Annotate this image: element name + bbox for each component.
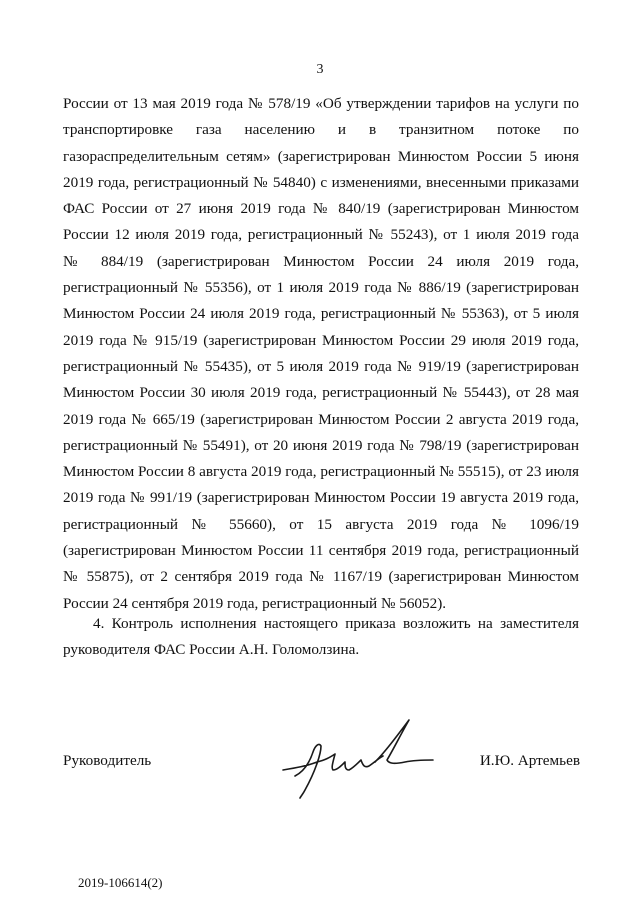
text-line: № 55875), от 2 сентября 2019 года № 1167/19 (зарегистрирован Минюстом bbox=[63, 568, 579, 586]
text-line: Минюстом России 30 июля 2019 года, регистрационный № 55443), от 28 мая bbox=[63, 384, 579, 402]
text-line: России 24 сентября 2019 года, регистрационный № 56052). bbox=[63, 594, 447, 612]
text-line: 4. Контроль исполнения настоящего приказа возложить на заместителя bbox=[93, 615, 579, 632]
document-code: 2019-106614(2) bbox=[78, 875, 163, 890]
text-line: России 12 июля 2019 года, регистрационный № 55243), от 1 июля 2019 года bbox=[63, 226, 579, 244]
text-line: России от 13 мая 2019 года № 578/19 «Об утверждении тарифов на услуги по bbox=[63, 95, 579, 112]
paragraph-4 bbox=[63, 611, 579, 664]
text-line: регистрационный № 55356), от 1 июля 2019 года № 886/19 (зарегистрирован bbox=[63, 279, 579, 297]
text-line: регистрационный № 55435), от 5 июля 2019 года № 919/19 (зарегистрирован bbox=[63, 357, 579, 375]
text-line: Минюстом России 24 июля 2019 года, регистрационный № 55363), от 5 июля bbox=[63, 305, 579, 323]
text-line: регистрационный № 55660), от 15 августа 2019 года № 1096/19 bbox=[63, 515, 579, 533]
text-line: руководителя ФАС России А.Н. Голомолзина. bbox=[63, 641, 360, 659]
text-line: транспортировке газа населению и в транзитном потоке по bbox=[63, 121, 579, 139]
text-line: газораспределительным сетям» (зарегистрирован Минюстом России 5 июня bbox=[63, 147, 579, 165]
text-line: № 884/19 (зарегистрирован Минюстом России 24 июля 2019 года, bbox=[63, 252, 579, 270]
paragraph-3-continuation bbox=[63, 91, 579, 617]
text-line: регистрационный № 55491), от 20 июня 2019 года № 798/19 (зарегистрирован bbox=[63, 436, 579, 454]
signatory-role: Руководитель bbox=[63, 752, 152, 769]
page-number: 3 bbox=[316, 62, 324, 77]
text-line: 2019 года № 991/19 (зарегистрирован Минюстом России 19 августа 2019 года, bbox=[63, 489, 579, 507]
handwritten-signature bbox=[275, 712, 435, 802]
text-line: (зарегистрирован Минюстом России 11 сентября 2019 года, регистрационный bbox=[63, 542, 579, 560]
signatory-name: И.Ю. Артемьев bbox=[479, 752, 580, 769]
text-line: Минюстом России 8 августа 2019 года, регистрационный № 55515), от 23 июля bbox=[63, 463, 579, 481]
text-line: 2019 года № 915/19 (зарегистрирован Минюстом России 29 июля 2019 года, bbox=[63, 331, 579, 349]
text-line: ФАС России от 27 июня 2019 года № 840/19 (зарегистрирован Минюстом bbox=[63, 200, 579, 218]
text-line: 2019 года, регистрационный № 54840) с изменениями, внесенными приказами bbox=[63, 173, 579, 191]
text-line: 2019 года № 665/19 (зарегистрирован Минюстом России 2 августа 2019 года, bbox=[63, 410, 579, 428]
